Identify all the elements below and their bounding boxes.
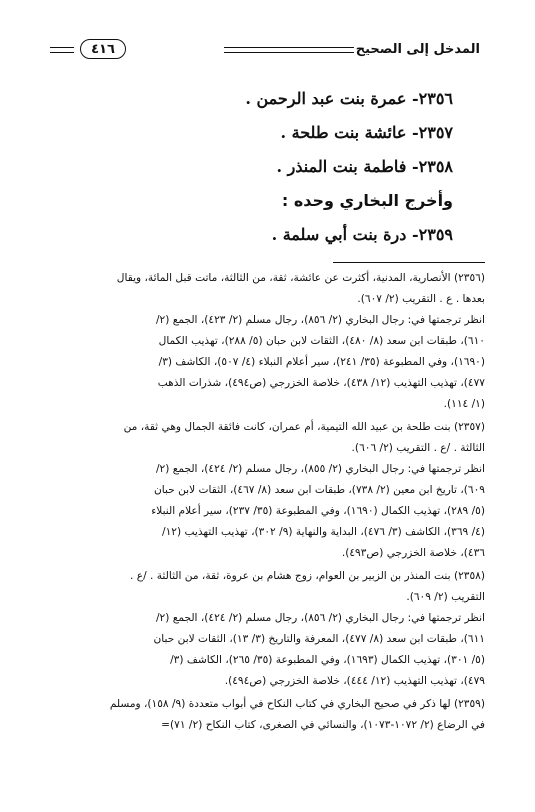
footnote-line: (٢٣٥٦) الأنصارية، المدنية، أكثرت عن عائشة، ثقة، من الثالثة، ماتت قبل المائة، ويقال [116,272,485,284]
footnote-2356 [43,268,485,415]
entry-2358: ٢٣٥٨- فاطمة بنت المنذر . [276,157,453,176]
footnote-line: ٤٣٦)، خلاصة الخزرجي (ص٤٩٣). [341,547,485,559]
footnote-2357 [43,417,485,564]
footnote-line: بعدها . ع . التقريب (٢/ ٦٠٧). [357,293,485,305]
footnote-line: (٥/ ٣٠١)، تهذيب الكمال (١٦٩٣)، وفي المطبوعة (٣٥/ ٢٦٥)، الكاشف (٣/ [170,654,485,666]
footnote-line: انظر ترجمتها في: رجال البخاري (٢/ ٨٥٦)، رجال مسلم (٢/ ٤٢٤)، الجمع (٢/ [155,612,485,624]
footnote-line: ٤٧٩)، تهذيب التهذيب (١٢/ ٤٤٤)، خلاصة الخزرجي (ص٤٩٤). [224,675,485,687]
entry-2356: ٢٣٥٦- عمرة بنت عبد الرحمن . [245,89,453,108]
footnote-2359 [43,694,485,736]
footnotes [43,268,485,738]
footnote-line: الثالثة . /ع . التقريب (٢/ ٦٠٦). [351,442,485,454]
footnote-line: (٢٣٥٩) لها ذكر في صحيح البخاري في كتاب النكاح في أبواب متعددة (٩/ ١٥٨)، ومسلم [109,698,485,710]
footnote-line: ٦١٠)، طبقات ابن سعد (٨/ ٤٨٠)، الثقات لابن حبان (٥/ ٢٨٨)، تهذيب الكمال [158,335,485,347]
entry-2357: ٢٣٥٧- عائشة بنت طلحة . [280,123,453,142]
narrator-entries [73,82,453,252]
footnote-line: ٦٠٩)، تاريخ ابن معين (٢/ ٧٣٨)، طبقات ابن سعد (٨/ ٤٦٧)، الثقات لابن حبان [153,484,485,496]
footnote-2358 [43,566,485,692]
footnote-divider [333,262,485,263]
footnote-line: (٢٣٥٧) بنت طلحة بن عبيد الله التيمية، أم عمران، كانت فائقة الجمال وهي ثقة، من [123,421,485,433]
footnote-line: (٥/ ٢٨٩)، تهذيب الكمال (١٦٩٠)، وفي المطبوعة (٣٥/ ٢٣٧)، سير أعلام النبلاء [151,505,485,517]
footnote-line: التقريب (٢/ ٦٠٩). [406,591,485,603]
footnote-line: (١٦٩٠)، وفي المطبوعة (٣٥/ ٢٤١)، سير أعلام النبلاء (٤/ ٥٠٧)، الكاشف (٣/ [158,356,485,368]
footnote-line: (١/ ١١٤). [443,398,485,410]
page-header [50,38,480,62]
footnote-line: انظر ترجمتها في: رجال البخاري (٢/ ٨٥٦)، رجال مسلم (٢/ ٤٢٣)، الجمع (٢/ [155,314,485,326]
entry-2359: ٢٣٥٩- درة بنت أبي سلمة . [271,225,453,244]
footnote-line: انظر ترجمتها في: رجال البخاري (٢/ ٨٥٥)، رجال مسلم (٢/ ٤٢٤)، الجمع (٢/ [155,463,485,475]
footnote-line: ٦١١)، طبقات ابن سعد (٨/ ٤٧٧)، المعرفة والتاريخ (٣/ ١٣)، الثقات لابن حبان [153,633,485,645]
page-number: ٤١٦ [80,39,126,59]
header-rule-right [224,47,354,53]
header-title: المدخل إلى الصحيح [355,42,480,57]
footnote-line: (٢٣٥٨) بنت المنذر بن الزبير بن العوام، زوج هشام بن عروة، ثقة، من الثالثة . /ع . [130,570,485,582]
footnote-line: في الرضاع (٢/ ١٠٧٢-١٠٧٣)، والنسائي في الصغرى، كتاب النكاح (٢/ ٧١)= [161,719,485,731]
footnote-line: (٤/ ٣٦٩)، الكاشف (٣/ ٤٧٦)، البداية والنهاية (٩/ ٣٠٢)، تهذيب التهذيب (١٢/ [162,526,485,538]
section-note: وأخرج البخاري وحده : [281,191,453,210]
footnote-line: ٤٧٧)، تهذيب التهذيب (١٢/ ٤٣٨)، خلاصة الخزرجي (ص٤٩٤)، شذرات الذهب [157,377,485,389]
header-rule-left [50,47,74,53]
